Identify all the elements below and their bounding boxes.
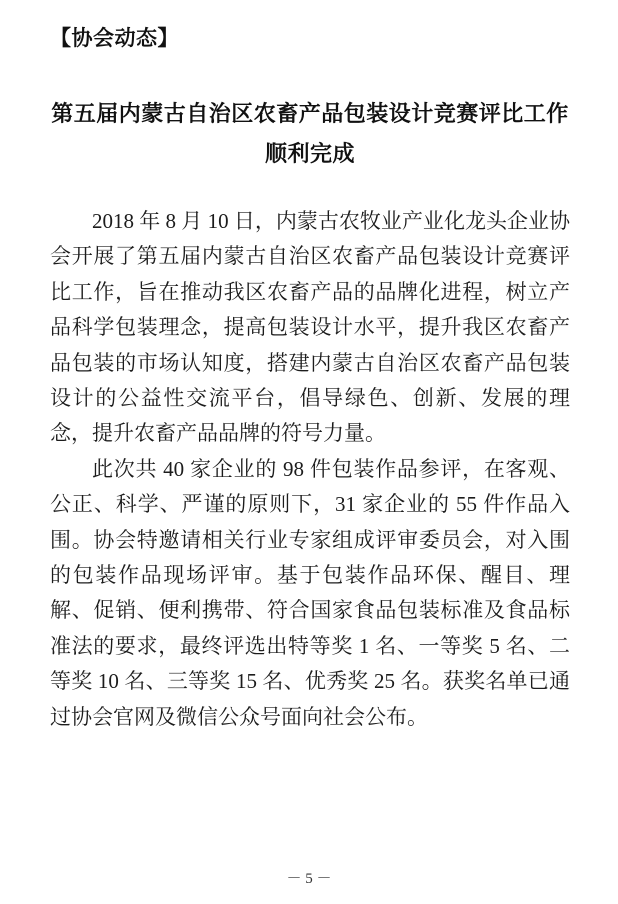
page-number: － 5 －	[286, 871, 332, 887]
section-tag: 【协会动态】	[50, 27, 179, 50]
document-body	[50, 204, 570, 735]
document-title	[50, 94, 570, 174]
body-paragraph-1: 2018 年 8 月 10 日，内蒙古农牧业产业化龙头企业协会开展了第五届内蒙古自治区农畜产品包装设计竞赛评比工作，旨在推动我区农畜产品的品牌化进程，树立产品科学包装理念，提高包装设计水平，提升我区农畜产品包装的市场认知度，搭建内蒙古自治区农畜产品包装设计的公益性交流平台，倡导绿色、创新、发展的理念，提升农畜产品品牌的符号力量。	[50, 209, 570, 446]
title-line-2: 顺利完成	[264, 141, 355, 166]
page-footer	[0, 870, 618, 888]
title-line-1: 第五届内蒙古自治区农畜产品包装设计竞赛评比工作	[51, 101, 569, 126]
body-paragraph-2: 此次共 40 家企业的 98 件包装作品参评，在客观、公正、科学、严谨的原则下，31 家企业的 55 件作品入围。协会特邀请相关行业专家组成评审委员会，对入围的包装作品现场评审。基于包装作品环保、醒目、理解、促销、便利携带、符合国家食品包装标准及食品标准法的要求，最终评选出特等奖 1 名、一等奖 5 名、二等奖 10 名、三等奖 15 名、优秀奖 25 名。获奖名单已通过协会官网及微信公众号面向社会公布。	[50, 456, 570, 729]
